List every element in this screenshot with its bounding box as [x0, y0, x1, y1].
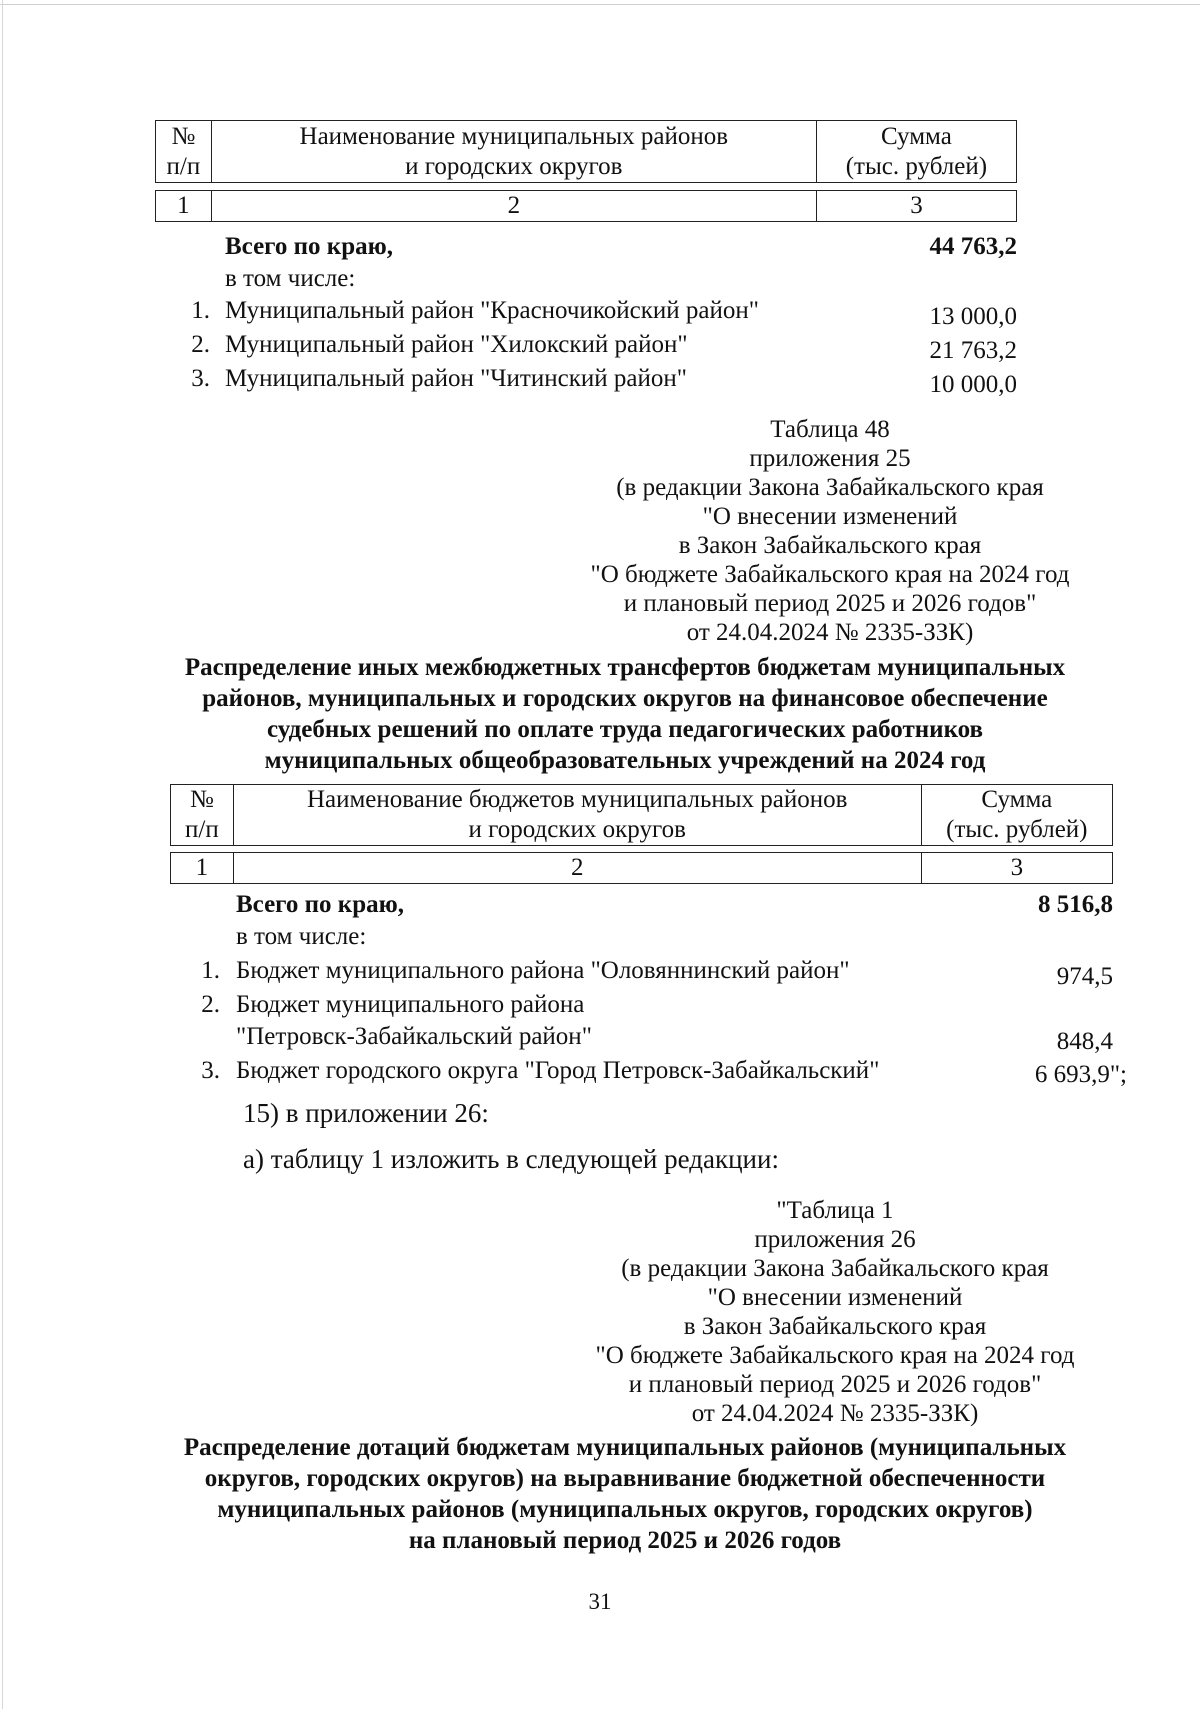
table48-heading-line: Распределение иных межбюджетных трансфертов бюджетам муниципальных — [184, 654, 1066, 681]
table1-heading — [150, 1432, 1100, 1556]
table1-caption-line: "О бюджете Забайкальского края на 2024 год — [595, 1342, 1075, 1369]
table47-row-2-value: 21 763,2 — [929, 337, 1017, 364]
table48-row-1-num: 1. — [201, 957, 220, 984]
table48-row-2-value: 848,4 — [1056, 1028, 1113, 1055]
table48-heading-line: районов, муниципальных и городских округов на финансовое обеспечение — [202, 685, 1048, 712]
table47-col-num-line2: п/п — [166, 152, 201, 180]
table48-including-row — [0, 922, 1200, 952]
table48-caption-line: в Закон Забайкальского края — [678, 532, 982, 559]
table48-caption-line: (в редакции Закона Забайкальского края — [616, 474, 1044, 501]
table47-including-label: в том числе: — [225, 265, 356, 292]
table47-row-2-num: 2. — [191, 331, 210, 358]
page-number: 31 — [588, 1589, 612, 1614]
table47-header — [155, 120, 1017, 183]
table48-header — [170, 784, 1113, 846]
table48-caption — [570, 415, 1090, 647]
table48-row-1 — [0, 956, 1200, 990]
table47-total-label: Всего по краю, — [225, 233, 393, 260]
table48-row-2 — [0, 990, 1200, 1020]
table47-row-1-num: 1. — [191, 297, 210, 324]
table47-row-1 — [0, 296, 1200, 330]
table48-index-2: 2 — [233, 853, 921, 884]
table47-col-name-line2: и городских округов — [405, 152, 623, 180]
table47-col-name-line1: Наименование муниципальных районов — [299, 122, 729, 150]
table47-col-sum-header — [816, 121, 1016, 183]
table48-caption-line: "О бюджете Забайкальского края на 2024 год — [590, 561, 1070, 588]
table1-heading-line: Распределение дотаций бюджетам муниципальных районов (муниципальных — [183, 1434, 1067, 1461]
table47-col-num-header — [156, 121, 212, 183]
table47-row-2-name: Муниципальный район "Хилокский район" — [225, 331, 688, 358]
table48-col-num-line2: п/п — [185, 816, 219, 843]
table47-row-1-value: 13 000,0 — [929, 303, 1017, 330]
table1-caption — [575, 1196, 1095, 1428]
table47-index-3: 3 — [816, 191, 1016, 222]
table48-row-2-name: Бюджет муниципального района — [236, 991, 585, 1018]
table48-caption-line: и плановый период 2025 и 2026 годов" — [623, 590, 1037, 617]
table48-col-sum-line2: (тыс. рублей) — [946, 816, 1088, 843]
table47-including-row — [0, 264, 1200, 294]
table1-caption-line: "О внесении изменений — [707, 1284, 963, 1311]
table48-col-sum-header — [921, 785, 1112, 846]
table48-row-2-name-cont: "Петровск-Забайкальский район" — [236, 1023, 592, 1050]
table48-caption-line: "О внесении изменений — [702, 503, 958, 530]
table1-caption-line: (в редакции Закона Забайкальского края — [621, 1255, 1049, 1282]
table48-index-3: 3 — [921, 853, 1112, 884]
table48-caption-line: от 24.04.2024 № 2335-ЗЗК) — [686, 619, 974, 646]
table48-including-label: в том числе: — [236, 923, 367, 950]
table48-col-name-line2: и городских округов — [468, 816, 686, 843]
table48-heading-line: муниципальных общеобразовательных учреждений на 2024 год — [264, 747, 986, 774]
paragraph-15: 15) в приложении 26: — [243, 1098, 489, 1128]
table47-row-2 — [0, 330, 1200, 364]
table1-caption-line: в Закон Забайкальского края — [683, 1313, 987, 1340]
table48-col-num-header — [171, 785, 234, 846]
paragraph-a: а) таблицу 1 изложить в следующей редакции: — [243, 1144, 779, 1174]
table48-row-3 — [0, 1056, 1200, 1086]
table48-index-row — [170, 852, 1113, 884]
table47-col-sum-line2: (тыс. рублей) — [845, 152, 988, 180]
table47-col-num-line1: № — [171, 122, 196, 150]
table48-row-3-value: 6 693,9"; — [1034, 1061, 1127, 1088]
table48-caption-line: Таблица 48 — [770, 416, 890, 443]
table48-row-1-value: 974,5 — [1056, 963, 1113, 990]
table47-row-3-name: Муниципальный район "Читинский район" — [225, 365, 687, 392]
table48-col-sum-line1: Сумма — [981, 786, 1053, 813]
table47-total-value: 44 763,2 — [929, 233, 1017, 260]
table47-index-row — [155, 190, 1017, 222]
table47-col-sum-line1: Сумма — [881, 122, 952, 150]
table48-row-3-num: 3. — [201, 1057, 220, 1084]
table47-index-1: 1 — [156, 191, 212, 222]
table1-caption-line: от 24.04.2024 № 2335-ЗЗК) — [691, 1400, 979, 1427]
scan-edge-top — [0, 4, 1200, 5]
table47-row-1-name: Муниципальный район "Красночикойский район" — [225, 297, 759, 324]
table48-caption-line: приложения 25 — [749, 445, 911, 472]
table48-row-2-num: 2. — [201, 991, 220, 1018]
table1-heading-line: округов, городских округов) на выравнивание бюджетной обеспеченности — [204, 1465, 1046, 1492]
table48-heading — [150, 652, 1100, 776]
table48-row-1-name: Бюджет муниципального района "Оловяннинский район" — [236, 957, 850, 984]
table1-caption-line: "Таблица 1 — [776, 1197, 894, 1224]
table48-total-label: Всего по краю, — [236, 891, 404, 918]
table48-col-name-header — [233, 785, 921, 846]
table48-total-row — [0, 890, 1200, 920]
table47-col-name-header — [211, 121, 816, 183]
table1-caption-line: и плановый период 2025 и 2026 годов" — [628, 1371, 1042, 1398]
table48-total-value: 8 516,8 — [1038, 891, 1113, 918]
table1-caption-line: приложения 26 — [754, 1226, 916, 1253]
table47-row-3-value: 10 000,0 — [929, 371, 1017, 398]
table48-row-3-name: Бюджет городского округа "Город Петровск-Забайкальский" — [236, 1057, 880, 1084]
table48-row-2-cont — [0, 1022, 1200, 1055]
table48-col-name-line1: Наименование бюджетов муниципальных районов — [306, 786, 848, 813]
table47-row-3-num: 3. — [191, 365, 210, 392]
table47-total-row — [0, 232, 1200, 262]
table1-heading-line: на плановый период 2025 и 2026 годов — [408, 1527, 842, 1554]
table47-index-2: 2 — [211, 191, 816, 222]
table47-row-3 — [0, 364, 1200, 398]
table48-index-1: 1 — [171, 853, 234, 884]
table48-col-num-line1: № — [189, 786, 214, 813]
table1-heading-line: муниципальных районов (муниципальных округов, городских округов) — [217, 1496, 1033, 1523]
table48-heading-line: судебных решений по оплате труда педагогических работников — [266, 716, 984, 743]
